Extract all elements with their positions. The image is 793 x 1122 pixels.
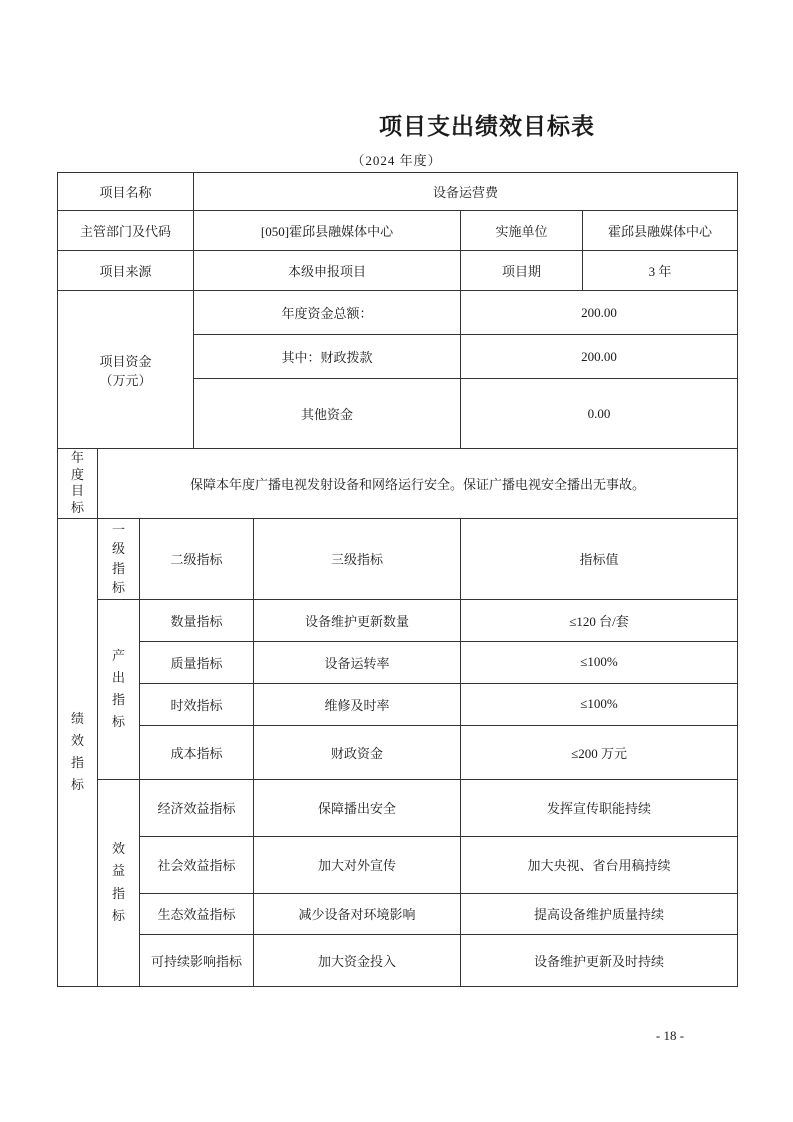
impl-unit-value-cell: 霍邱县融媒体中心 bbox=[583, 211, 738, 251]
period-value-cell: 3 年 bbox=[583, 251, 738, 291]
level2-header-cell: 二级指标 bbox=[140, 518, 254, 599]
indicator-value-cell: ≤100% bbox=[461, 683, 738, 725]
table-row bbox=[58, 251, 738, 291]
table-row bbox=[58, 449, 738, 519]
table-row bbox=[58, 934, 738, 986]
benefit-indicator-group-label: 效益指标 bbox=[111, 841, 125, 923]
table-row bbox=[58, 518, 738, 599]
dept-value-cell: [050]霍邱县融媒体中心 bbox=[194, 211, 461, 251]
table-row bbox=[58, 725, 738, 779]
indicator-level3-cell: 减少设备对环境影响 bbox=[254, 893, 461, 934]
impl-unit-label-cell: 实施单位 bbox=[461, 211, 583, 251]
indicator-level2-cell: 数量指标 bbox=[140, 599, 254, 641]
indicator-level2-cell: 成本指标 bbox=[140, 725, 254, 779]
indicator-value-cell: 设备维护更新及时持续 bbox=[461, 934, 738, 986]
annual-goal-content-cell: 保障本年度广播电视发射设备和网络运行安全。保证广播电视安全播出无事故。 bbox=[98, 449, 738, 519]
indicator-value-cell: ≤120 台/套 bbox=[461, 599, 738, 641]
annual-goal-label: 年度目标 bbox=[70, 450, 84, 515]
project-name-value-cell: 设备运营费 bbox=[194, 173, 738, 211]
indicator-value-cell: 提高设备维护质量持续 bbox=[461, 893, 738, 934]
indicator-level2-cell: 社会效益指标 bbox=[140, 836, 254, 893]
indicator-level3-cell: 财政资金 bbox=[254, 725, 461, 779]
funding-label-line1: 项目资金 bbox=[99, 353, 152, 369]
indicator-level3-cell: 加大对外宣传 bbox=[254, 836, 461, 893]
table-row bbox=[58, 641, 738, 683]
output-indicator-group-cell bbox=[98, 599, 140, 779]
indicator-value-cell: 加大央视、省台用稿持续 bbox=[461, 836, 738, 893]
indicator-level2-cell: 可持续影响指标 bbox=[140, 934, 254, 986]
source-label-cell: 项目来源 bbox=[58, 251, 194, 291]
indicator-level3-cell: 维修及时率 bbox=[254, 683, 461, 725]
doc-subtitle: （2024 年度） bbox=[351, 153, 442, 168]
level1-header-cell bbox=[98, 518, 140, 599]
performance-target-table bbox=[57, 172, 738, 987]
table-row bbox=[58, 173, 738, 211]
indicator-value-cell: 发挥宣传职能持续 bbox=[461, 779, 738, 836]
indicator-value-cell: ≤200 万元 bbox=[461, 725, 738, 779]
page-number: - 18 - bbox=[655, 1028, 685, 1043]
source-value-cell: 本级申报项目 bbox=[194, 251, 461, 291]
performance-indicator-label: 绩效指标 bbox=[70, 710, 84, 793]
output-indicator-group-label: 产出指标 bbox=[111, 647, 125, 730]
annual-goal-label-cell bbox=[58, 449, 98, 519]
table-row bbox=[58, 211, 738, 251]
table-row bbox=[58, 291, 738, 335]
funding-label-cell bbox=[58, 291, 194, 449]
indicator-level2-cell: 时效指标 bbox=[140, 683, 254, 725]
indicator-level3-cell: 设备维护更新数量 bbox=[254, 599, 461, 641]
indicator-level2-cell: 质量指标 bbox=[140, 641, 254, 683]
funding-fiscal-value-cell: 200.00 bbox=[461, 335, 738, 379]
funding-fiscal-label-cell: 其中：财政拨款 bbox=[194, 335, 461, 379]
table-row bbox=[58, 779, 738, 836]
level3-header-cell: 三级指标 bbox=[254, 518, 461, 599]
performance-target-table-wrapper bbox=[57, 172, 738, 987]
benefit-indicator-group-cell bbox=[98, 779, 140, 986]
period-label-cell: 项目期 bbox=[461, 251, 583, 291]
indicator-level3-cell: 设备运转率 bbox=[254, 641, 461, 683]
indicator-value-cell: ≤100% bbox=[461, 641, 738, 683]
funding-other-label-cell: 其他资金 bbox=[194, 379, 461, 449]
table-row bbox=[58, 836, 738, 893]
doc-title: 项目支出绩效目标表 bbox=[379, 114, 595, 140]
funding-other-value-cell: 0.00 bbox=[461, 379, 738, 449]
value-header-cell: 指标值 bbox=[461, 518, 738, 599]
funding-total-value-cell: 200.00 bbox=[461, 291, 738, 335]
table-row bbox=[58, 893, 738, 934]
indicator-level3-cell: 加大资金投入 bbox=[254, 934, 461, 986]
table-row bbox=[58, 683, 738, 725]
level1-header: 一级指标 bbox=[111, 521, 125, 595]
indicator-level3-cell: 保障播出安全 bbox=[254, 779, 461, 836]
indicator-level2-cell: 生态效益指标 bbox=[140, 893, 254, 934]
table-row bbox=[58, 599, 738, 641]
dept-label-cell: 主管部门及代码 bbox=[58, 211, 194, 251]
indicator-level2-cell: 经济效益指标 bbox=[140, 779, 254, 836]
funding-label-line2: （万元） bbox=[99, 372, 152, 388]
funding-total-label-cell: 年度资金总额： bbox=[194, 291, 461, 335]
project-name-label-cell: 项目名称 bbox=[58, 173, 194, 211]
performance-indicator-label-cell bbox=[58, 518, 98, 986]
